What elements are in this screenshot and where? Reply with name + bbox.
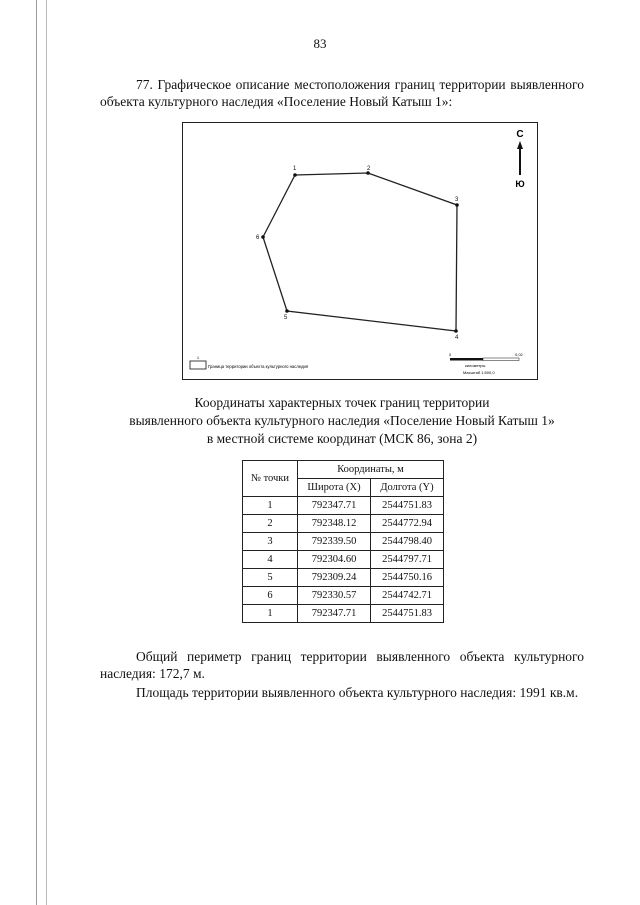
caption-line-3: в местной системе координат (МСК 86, зона 2) [206, 431, 478, 446]
header-lat: Широта (X) [298, 479, 371, 497]
section-heading [100, 76, 584, 110]
table-header-row [243, 461, 444, 479]
header-coords: Координаты, м [298, 461, 444, 479]
vertex-label-5: 5 [284, 315, 288, 321]
perimeter-paragraph [100, 648, 584, 682]
north-label: С [516, 129, 524, 140]
south-label: Ю [515, 179, 525, 189]
table-row: 5 792309.24 2544750.16 [243, 569, 444, 587]
scale-bar [449, 352, 524, 375]
legend-text: Граница территории объекта культурного наследия [208, 364, 309, 369]
coordinates-table [242, 460, 444, 623]
scale-units: километры [465, 363, 486, 368]
vertex-marker-6 [261, 235, 265, 239]
vertex-marker-4 [454, 329, 458, 333]
vertex-marker-1 [293, 173, 297, 177]
caption-line-2: выявленного объекта культурного наследия «Поселение Новый Катыш 1» [129, 413, 555, 428]
table-row: 2 792348.12 2544772.94 [243, 515, 444, 533]
caption-line-1: Координаты характерных точек границ территории [194, 395, 490, 410]
table-row: 6 792330.57 2544742.71 [243, 587, 444, 605]
scale-ratio: Масштаб 1:500,0 [463, 370, 495, 375]
heading-text: Графическое описание местоположения границ территории выявленного объекта культурного наследия «Поселение Новый Катыш 1»: [100, 77, 584, 109]
vertex-label-4: 4 [455, 335, 459, 341]
area-text: Площадь территории выявленного объекта культурного наследия: 1991 кв.м. [136, 685, 579, 700]
vertex-marker-5 [285, 309, 289, 313]
table-row: 1 792347.71 2544751.83 [243, 497, 444, 515]
vertex-label-1: 1 [293, 166, 297, 172]
scan-margin-line [36, 0, 37, 905]
vertex-label-6: 6 [256, 235, 260, 241]
header-point: № точки [243, 461, 298, 497]
area-paragraph [100, 684, 584, 701]
boundary-map [182, 122, 538, 380]
page-number: 83 [313, 36, 327, 51]
vertex-marker-3 [455, 203, 459, 207]
legend-number: 1 [196, 355, 200, 360]
map-legend [190, 355, 308, 369]
vertex-label-3: 3 [455, 197, 459, 203]
scale-end: 0,02 [515, 352, 523, 357]
table-row: 3 792339.50 2544798.40 [243, 533, 444, 551]
table-row: 1 792347.71 2544751.83 [243, 605, 444, 623]
boundary-map-drawing [183, 123, 539, 381]
table-row: 4 792304.60 2544797.71 [243, 551, 444, 569]
vertex-label-2: 2 [367, 166, 371, 172]
boundary-polygon [263, 173, 457, 331]
scan-margin-line [46, 0, 47, 905]
header-lon: Долгота (Y) [371, 479, 444, 497]
scale-start: 0 [449, 352, 452, 357]
heading-number: 77. [136, 77, 153, 92]
north-arrow-icon [515, 129, 524, 189]
coordinates-caption [100, 394, 584, 448]
perimeter-text: Общий периметр границ территории выявленного объекта культурного наследия: 172,7 м. [100, 649, 584, 681]
